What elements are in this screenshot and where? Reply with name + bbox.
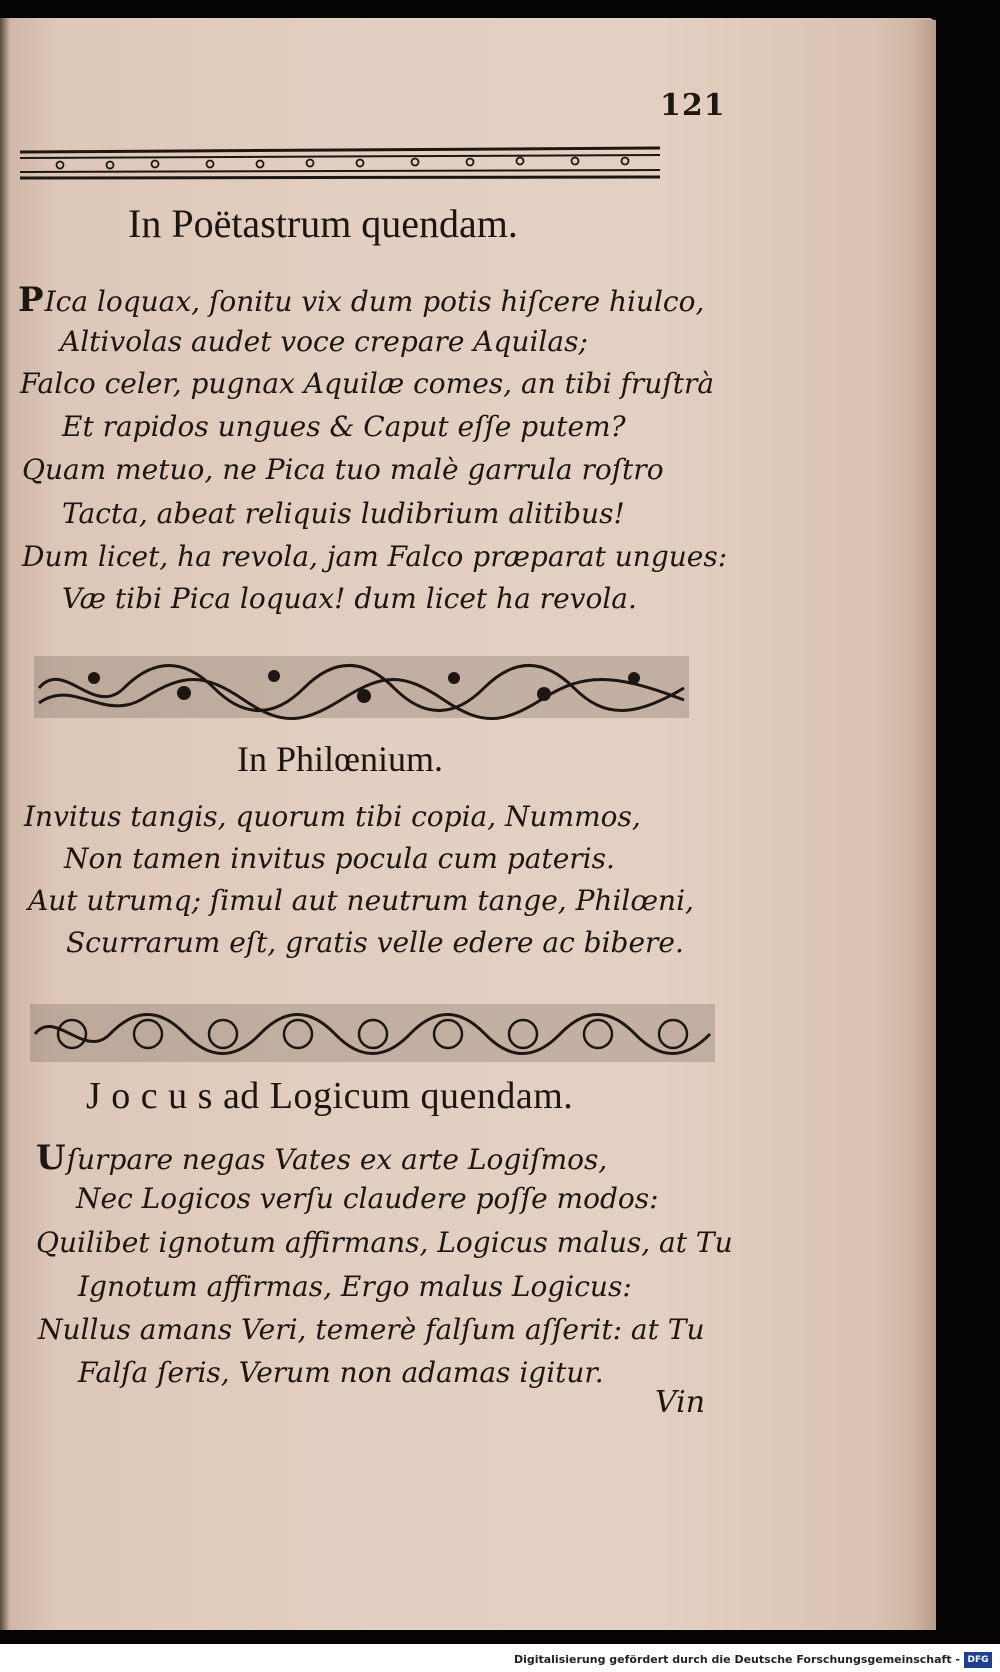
page-number: 121 <box>660 88 726 123</box>
verse-line: Væ tibi Pica loquax! dum licet ha revola. <box>62 582 637 615</box>
scroll-ornament <box>34 648 694 726</box>
verse-line: Dum licet, ha revola, jam Falco præparat ungues: <box>22 540 728 573</box>
page-edge <box>878 20 936 1630</box>
verse-line: Scurrarum eſt, gratis velle edere ac bibere. <box>66 926 684 959</box>
verse-line: Non tamen invitus pocula cum pateris. <box>64 842 615 875</box>
catchword: Vin <box>655 1385 706 1420</box>
footer-bar <box>0 1644 1000 1672</box>
funding-credit: Digitalisierung gefördert durch die Deutsche Forschungsgemeinschaft - <box>513 1653 960 1666</box>
drop-initial: U <box>36 1138 66 1178</box>
verse-line: Nullus amans Veri, temerè falſum aſſerit: at Tu <box>38 1313 705 1346</box>
verse-line: PIca loquax, ſonitu vix dum potis hiſcere hiulco, <box>18 280 705 320</box>
verse-line: Altivolas audet voce crepare Aquilas; <box>60 325 588 358</box>
poem-title: In Philœnium. <box>237 739 444 779</box>
verse-line: Tacta, abeat reliquis ludibrium alitibus! <box>62 497 625 530</box>
poem-title: In Poëtastrum quendam. <box>128 201 518 246</box>
top-rule-ornament <box>20 142 700 192</box>
dfg-logo: DFG <box>964 1652 992 1668</box>
spine-shadow <box>0 18 10 1630</box>
verse-line: Invitus tangis, quorum tibi copia, Nummos, <box>24 800 641 833</box>
poem-title: J o c u s ad Logicum quendam. <box>86 1075 574 1117</box>
scroll-ornament <box>30 998 720 1070</box>
verse-line: Falco celer, pugnax Aquilæ comes, an tibi fruſtrà <box>20 367 715 400</box>
verse-line: Falſa ſeris, Verum non adamas igitur. <box>78 1356 604 1389</box>
verse-line: Aut utrumq; ſimul aut neutrum tange, Philœni, <box>28 884 694 917</box>
verse-line: Uſurpare negas Vates ex arte Logiſmos, <box>36 1138 608 1178</box>
verse-line: Ignotum affirmas, Ergo malus Logicus: <box>78 1270 632 1303</box>
verse-line: Nec Logicos verſu claudere poſſe modos: <box>76 1182 659 1215</box>
drop-initial: P <box>18 280 44 320</box>
verse-line: Quilibet ignotum affirmans, Logicus malus, at Tu <box>36 1226 733 1259</box>
verse-line: Et rapidos ungues & Caput eſſe putem? <box>62 410 626 443</box>
verse-line: Quam metuo, ne Pica tuo malè garrula roſtro <box>22 453 664 486</box>
